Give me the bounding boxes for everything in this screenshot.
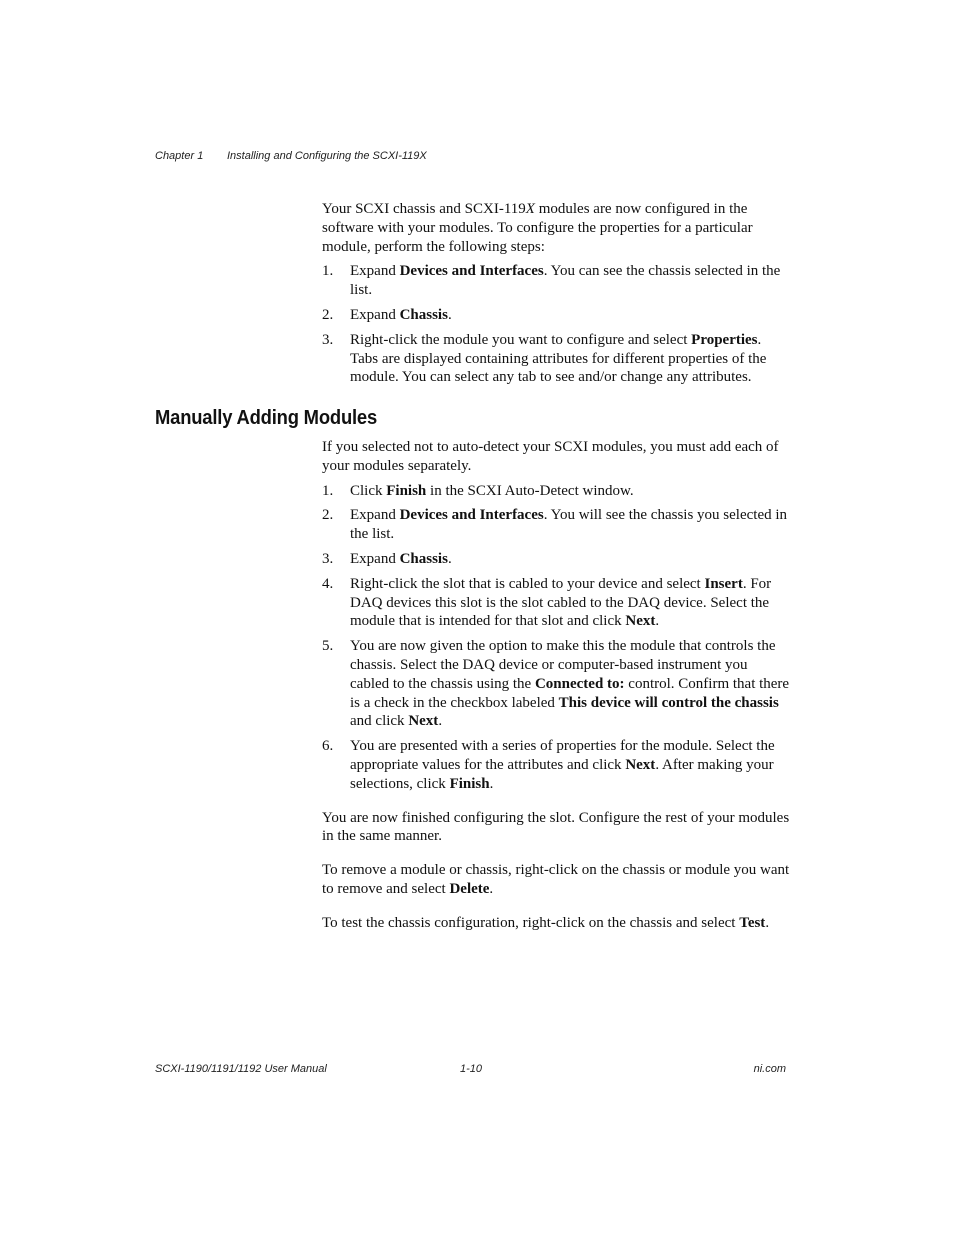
list-item: 2. Expand Devices and Interfaces. You will see the chassis you selected in the list. xyxy=(322,507,788,543)
list-item: 3. Expand Chassis. xyxy=(322,550,452,567)
list-item: 4. Right-click the slot that is cabled to your device and select Insert. For DAQ devices this slot is the slot cabled to the DAQ device. Select the module that is intended for that slot and click Next. xyxy=(322,575,772,630)
chapter-title: Installing and Configuring the SCXI-119X xyxy=(227,150,427,162)
finished-paragraph: You are now finished configuring the slot. Configure the rest of your modules in the same manner. xyxy=(322,809,790,845)
running-header xyxy=(155,150,427,162)
page-number: 1-10 xyxy=(460,1063,483,1075)
manual-title: SCXI-1190/1191/1192 User Manual xyxy=(155,1063,327,1075)
section-intro: If you selected not to auto-detect your SCXI modules, you must add each of your modules separately. xyxy=(322,439,779,474)
list-item: 5. You are now given the option to make this the module that controls the chassis. Select the DAQ device or computer-based instrument you cabled to the chassis using the Connected to: control. Confirm that there is a check in the checkbox labeled This device will control the chassis and click Next. xyxy=(322,638,790,730)
section-heading: Manually Adding Modules xyxy=(155,407,378,429)
list-item: 2. Expand Chassis. xyxy=(322,306,452,323)
list-item: 1. Click Finish in the SCXI Auto-Detect window. xyxy=(322,482,634,499)
manual-steps xyxy=(322,482,790,794)
manual-section xyxy=(322,438,790,933)
test-paragraph: To test the chassis configuration, right-click on the chassis and select Test. xyxy=(322,914,770,931)
intro-section xyxy=(322,200,790,387)
remove-paragraph: To remove a module or chassis, right-click on the chassis or module you want to remove and select Delete. xyxy=(322,862,790,897)
list-item: 3. Right-click the module you want to configure and select Properties. Tabs are displayed containing attributes for different properties of the module. You can select any tab to see and/or change any attributes. xyxy=(322,331,767,386)
website-link: ni.com xyxy=(753,1063,786,1075)
intro-paragraph: Your SCXI chassis and SCXI-119X modules are now configured in the software with your modules. To configure the properties for a particular module, perform the following steps: xyxy=(322,201,753,255)
chapter-label: Chapter 1 xyxy=(155,150,204,162)
intro-steps xyxy=(322,262,790,387)
list-item: 6. You are presented with a series of properties for the module. Select the appropriate values for the attributes and click Next. After making your selections, click Finish. xyxy=(322,738,775,792)
list-item: 1. Expand Devices and Interfaces. You can see the chassis selected in the list. xyxy=(322,263,781,299)
